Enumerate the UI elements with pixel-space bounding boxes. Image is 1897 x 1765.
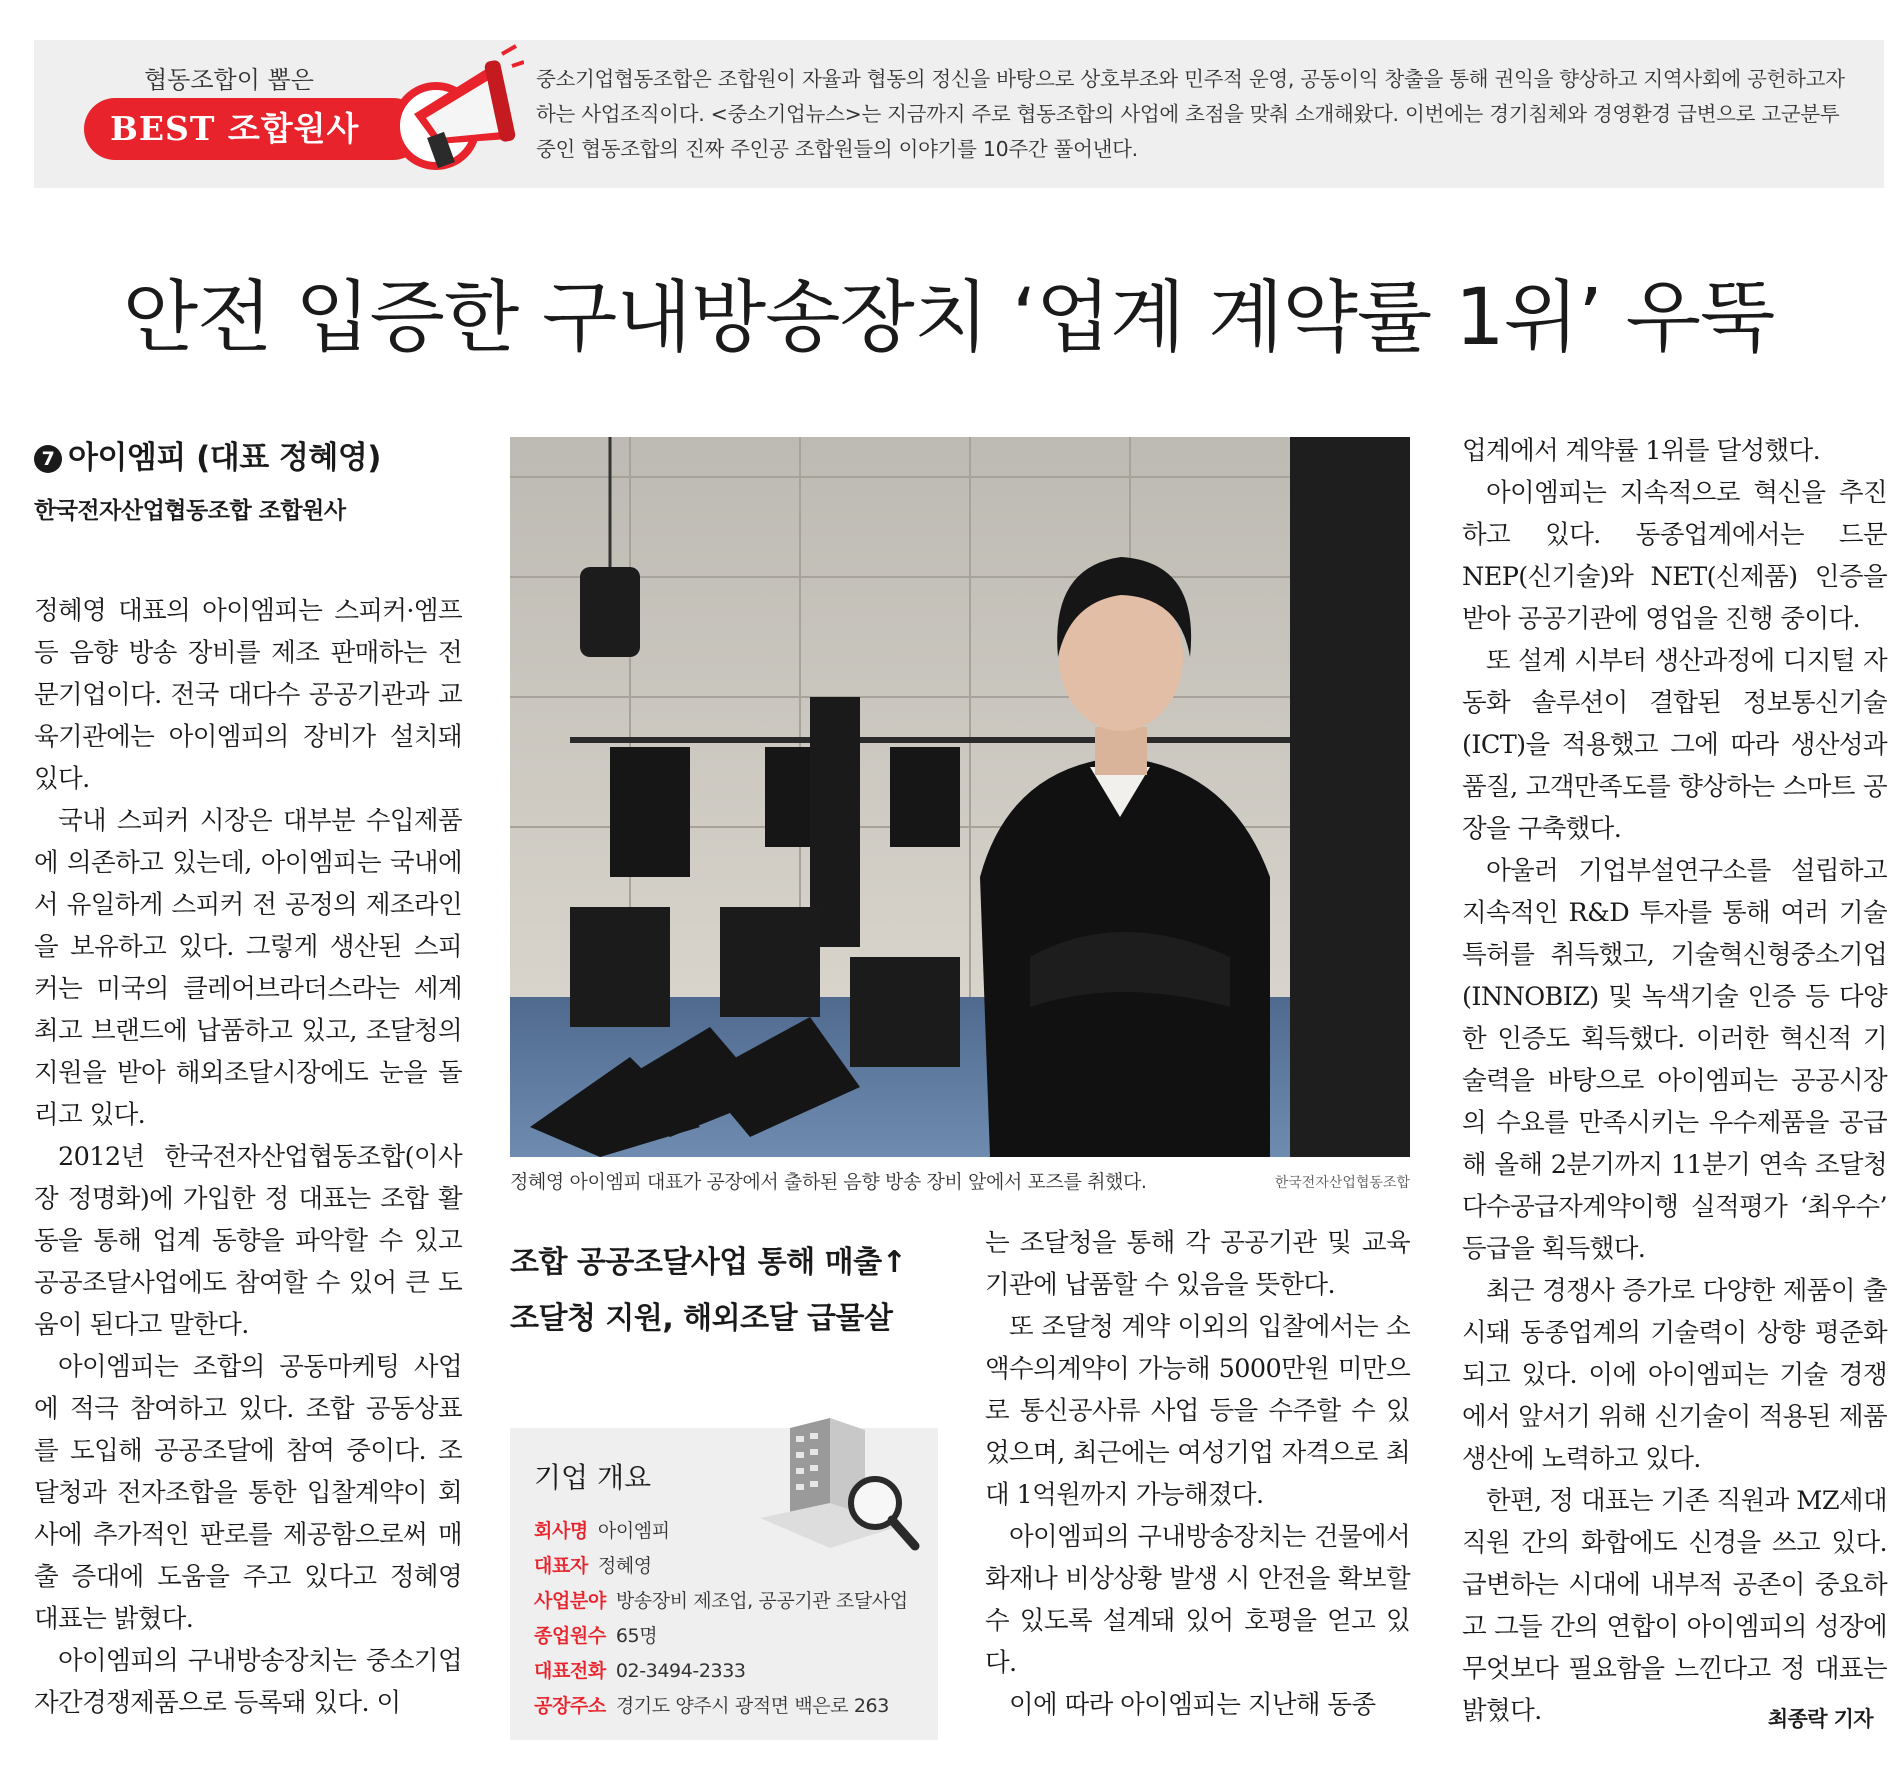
profile-title: 기업 개요 <box>534 1461 652 1494</box>
portrait-photo <box>510 437 1410 1157</box>
subheading: 조합 공공조달사업 통해 매출↑ <box>510 1245 907 1280</box>
paragraph: 이에 따라 아이엠피는 지난해 동종 <box>1009 1690 1376 1720</box>
paragraph: 아이엠피는 지속적으로 혁신을 추진하고 있다. 동종업계에서는 드문 NEP(신기술)와 NET(신제품) 인증을 받아 공공기관에 영업을 진행 중이다. <box>1462 478 1887 634</box>
subheading: 조달청 지원, 해외조달 급물살 <box>510 1301 893 1336</box>
paragraph: 정혜영 대표의 아이엠피는 스피커·엠프 등 음향 방송 장비를 제조 판매하는 전문기업이다. 전국 대다수 공공기관과 교육기관에는 아이엠피의 장비가 설치돼 있다. <box>34 596 462 794</box>
company-affiliation: 한국전자산업협동조합 조합원사 <box>34 498 346 524</box>
series-banner <box>34 40 1884 188</box>
paragraph: 는 조달청을 통해 각 공공기관 및 교육기관에 납품할 수 있음을 뜻한다. <box>985 1228 1410 1300</box>
headline: 안전 입증한 구내방송장치 ‘업계 계약률 1위’ 우뚝 <box>122 273 1775 363</box>
profile-row: 종업원수 65명 <box>534 1625 658 1647</box>
paragraph: 아이엠피의 구내방송장치는 건물에서 화재나 비상상황 발생 시 안전을 확보할 수 있도록 설계돼 있어 호평을 얻고 있다. <box>985 1522 1410 1678</box>
megaphone-icon <box>374 44 524 174</box>
paragraph: 국내 스피커 시장은 대부분 수입제품에 의존하고 있는데, 아이엠피는 국내에서 유일하게 스피커 전 공정의 제조라인을 보유하고 있다. 그렇게 생산된 스피커는 미국의 클레어브라더스라는 세계 최고 브랜드에 납품하고 있고, 조달청의 지원을 받아 해외조달시장에도 눈을 돌리고 있다. <box>34 806 462 1130</box>
byline: 최종락 기자 <box>1767 1707 1873 1731</box>
series-number: 7 <box>34 445 62 473</box>
series-badge: BEST 조합원사 <box>84 98 424 160</box>
paragraph: 또 조달청 계약 이외의 입찰에서는 소액수의계약이 가능해 5000만원 미만으로 통신공사류 사업 등을 수주할 수 있었으며, 최근에는 여성기업 자격으로 최대 1억원까지 가능해졌다. <box>985 1312 1410 1510</box>
paragraph: 또 설계 시부터 생산과정에 디지털 자동화 솔루션이 결합된 정보통신기술(ICT)을 적용했고 그에 따라 생산성과 품질, 고객만족도를 향상하는 스마트 공장을 구축했다. <box>1462 646 1887 844</box>
series-intro: 중소기업협동조합은 조합원이 자율과 협동의 정신을 바탕으로 상호부조와 민주적 운영, 공동이익 창출을 통해 권익을 향상하고 지역사회에 공헌하고자 하는 사업조직이다. <중소기업뉴스>는 지금까지 주로 협동조합의 사업에 초점을 맞춰 소개해왔다. 이번에는 경기침체와 경영환경 급변으로 고군분투 중인 협동조합의 진짜 주인공 조합원들의 이야기를 10주간 풀어낸다. <box>536 67 1845 161</box>
paragraph: 아이엠피의 구내방송장치는 중소기업자간경쟁제품으로 등록돼 있다. 이 <box>34 1646 462 1718</box>
subheadings <box>510 1235 940 1347</box>
company-profile-box <box>510 1428 938 1740</box>
paragraph: 아이엠피는 조합의 공동마케팅 사업에 적극 참여하고 있다. 조합 공동상표를 도입해 공공조달에 참여 중이다. 조달청과 전자조합을 통한 입찰계약이 회사에 추가적인 판로를 제공함으로써 매출 증대에 도움을 주고 있다고 정혜영 대표는 밝혔다. <box>34 1352 462 1634</box>
paragraph: 최근 경쟁사 증가로 다양한 제품이 출시돼 동종업계의 기술력이 상향 평준화되고 있다. 이에 아이엠피는 기술 경쟁에서 앞서기 위해 신기술이 적용된 제품 생산에 노력하고 있다. <box>1462 1276 1887 1474</box>
paragraph: 업계에서 계약률 1위를 달성했다. <box>1462 436 1821 466</box>
photo-caption: 정혜영 아이엠피 대표가 공장에서 출하된 음향 방송 장비 앞에서 포즈를 취했다. <box>510 1171 1147 1193</box>
company-name: 아이엠피 (대표 정혜영) <box>68 440 381 476</box>
paragraph: 아울러 기업부설연구소를 설립하고 지속적인 R&D 투자를 통해 여러 기술 특허를 취득했고, 기술혁신형중소기업(INNOBIZ) 및 녹색기술 인증 등 다양한 인증도 획득했다. 이러한 혁신적 기술력을 바탕으로 아이엠피는 공공시장의 수요를 만족시키는 우수제품을 공급해 올해 2분기까지 11분기 연속 조달청 다수공급자계약이행 실적평가 ‘최우수’ 등급을 획득했다. <box>1462 856 1887 1264</box>
paragraph: 한편, 정 대표는 기존 직원과 MZ세대 직원 간의 화합에도 신경을 쓰고 있다. 급변하는 시대에 내부적 공존이 중요하고 그들 간의 연합이 아이엠피의 성장에 무엇보다 필요함을 느낀다고 정 대표는 밝혔다. <box>1462 1486 1887 1726</box>
company-heading <box>34 432 381 477</box>
article-column-3 <box>985 1222 1410 1726</box>
profile-row: 대표전화 02-3494-2333 <box>534 1660 746 1682</box>
article-column-4 <box>1462 430 1887 1740</box>
profile-row: 사업분야 방송장비 제조업, 공공기관 조달사업 <box>534 1590 908 1612</box>
paragraph: 2012년 한국전자산업협동조합(이사장 정명화)에 가입한 정 대표는 조합 활동을 통해 업계 동향을 파악할 수 있고 공공조달사업에도 참여할 수 있어 큰 도움이 된다고 말한다. <box>34 1142 462 1340</box>
profile-row: 대표자 정혜영 <box>534 1555 652 1577</box>
profile-row: 공장주소 경기도 양주시 광적면 백은로 263 <box>534 1695 889 1717</box>
series-kicker: 협동조합이 뽑은 <box>144 66 314 94</box>
article-column-1 <box>34 590 462 1724</box>
profile-rows <box>534 1514 908 1724</box>
photo-credit: 한국전자산업협동조합 <box>1274 1175 1410 1191</box>
profile-row: 회사명 아이엠피 <box>534 1520 670 1542</box>
